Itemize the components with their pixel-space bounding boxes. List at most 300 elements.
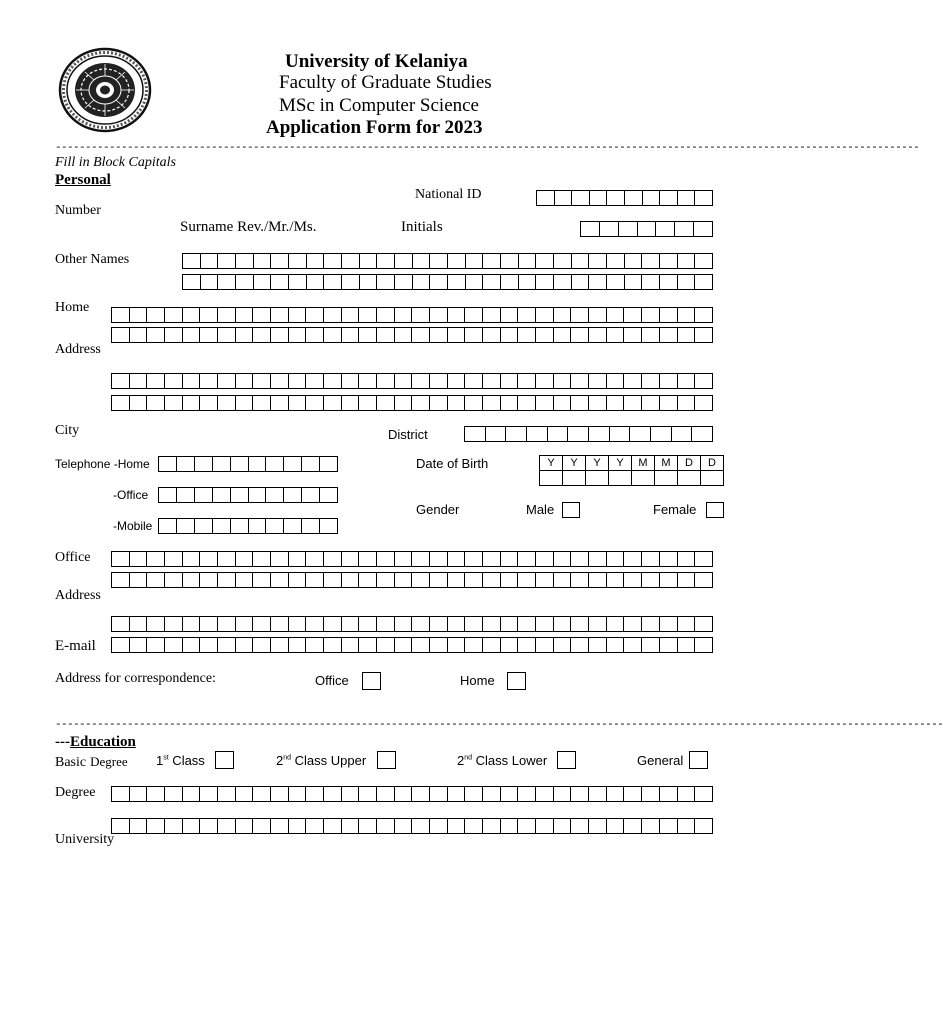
char-box[interactable] xyxy=(236,638,254,652)
char-box[interactable] xyxy=(254,254,272,268)
char-box[interactable] xyxy=(165,617,183,631)
char-box[interactable] xyxy=(501,396,519,410)
office-address-boxes-3[interactable] xyxy=(111,616,713,632)
char-box[interactable] xyxy=(448,573,466,587)
char-box[interactable] xyxy=(589,308,607,322)
char-box[interactable] xyxy=(307,254,325,268)
char-box[interactable] xyxy=(501,308,519,322)
char-box[interactable] xyxy=(359,328,377,342)
char-box[interactable] xyxy=(289,374,307,388)
char-box[interactable] xyxy=(678,254,696,268)
char-box[interactable] xyxy=(536,573,554,587)
char-box[interactable] xyxy=(200,552,218,566)
char-box[interactable] xyxy=(359,638,377,652)
char-box[interactable] xyxy=(395,787,413,801)
char-box[interactable] xyxy=(377,396,395,410)
char-box[interactable] xyxy=(607,638,625,652)
char-box[interactable] xyxy=(466,275,484,289)
char-box[interactable] xyxy=(630,427,651,441)
char-box[interactable] xyxy=(672,427,693,441)
char-box[interactable] xyxy=(200,617,218,631)
char-box[interactable] xyxy=(183,617,201,631)
char-box[interactable] xyxy=(266,519,284,533)
char-box[interactable] xyxy=(236,787,254,801)
char-box[interactable] xyxy=(624,787,642,801)
char-box[interactable] xyxy=(201,275,219,289)
male-checkbox[interactable] xyxy=(562,502,580,518)
char-box[interactable] xyxy=(165,573,183,587)
char-box[interactable] xyxy=(483,819,501,833)
char-box[interactable] xyxy=(395,328,413,342)
char-box[interactable] xyxy=(660,191,678,205)
char-box[interactable] xyxy=(253,396,271,410)
char-box[interactable] xyxy=(377,573,395,587)
char-box[interactable] xyxy=(183,308,201,322)
char-box[interactable] xyxy=(112,374,130,388)
char-box[interactable] xyxy=(448,308,466,322)
char-box[interactable] xyxy=(218,308,236,322)
char-box[interactable] xyxy=(271,254,289,268)
char-box[interactable] xyxy=(377,275,395,289)
char-box[interactable] xyxy=(183,573,201,587)
char-box[interactable] xyxy=(324,328,342,342)
char-box[interactable] xyxy=(306,787,324,801)
char-box[interactable] xyxy=(342,573,360,587)
char-box[interactable] xyxy=(589,427,610,441)
char-box[interactable] xyxy=(624,617,642,631)
char-box[interactable] xyxy=(359,573,377,587)
char-box[interactable] xyxy=(501,787,519,801)
char-box[interactable] xyxy=(589,617,607,631)
char-box[interactable] xyxy=(554,254,572,268)
char-box[interactable] xyxy=(412,638,430,652)
char-box[interactable] xyxy=(448,819,466,833)
char-box[interactable] xyxy=(483,374,501,388)
char-box[interactable] xyxy=(678,191,696,205)
char-box[interactable] xyxy=(147,552,165,566)
char-box[interactable] xyxy=(147,396,165,410)
char-box[interactable] xyxy=(289,819,307,833)
char-box[interactable] xyxy=(218,275,236,289)
char-box[interactable] xyxy=(183,254,201,268)
char-box[interactable] xyxy=(266,488,284,502)
char-box[interactable] xyxy=(165,552,183,566)
char-box[interactable] xyxy=(589,396,607,410)
char-box[interactable] xyxy=(218,328,236,342)
char-box[interactable] xyxy=(518,308,536,322)
dob-input-row[interactable] xyxy=(540,471,724,486)
char-box[interactable] xyxy=(483,328,501,342)
char-box[interactable] xyxy=(147,819,165,833)
char-box[interactable] xyxy=(112,617,130,631)
national-id-boxes[interactable] xyxy=(536,190,713,206)
char-box[interactable] xyxy=(501,254,519,268)
char-box[interactable] xyxy=(412,819,430,833)
char-box[interactable] xyxy=(610,427,631,441)
char-box[interactable] xyxy=(430,374,448,388)
char-box[interactable] xyxy=(430,328,448,342)
char-box[interactable] xyxy=(342,638,360,652)
char-box[interactable] xyxy=(572,191,590,205)
char-box[interactable] xyxy=(465,427,486,441)
char-box[interactable] xyxy=(200,308,218,322)
other-names-boxes-1[interactable] xyxy=(182,253,713,269)
char-box[interactable] xyxy=(501,638,519,652)
char-box[interactable] xyxy=(660,374,678,388)
char-box[interactable] xyxy=(448,254,466,268)
char-box[interactable] xyxy=(607,308,625,322)
char-box[interactable] xyxy=(306,308,324,322)
char-box[interactable] xyxy=(536,617,554,631)
char-box[interactable] xyxy=(678,638,696,652)
char-box[interactable] xyxy=(306,638,324,652)
char-box[interactable] xyxy=(289,328,307,342)
char-box[interactable] xyxy=(271,308,289,322)
char-box[interactable] xyxy=(555,191,573,205)
char-box[interactable] xyxy=(236,308,254,322)
char-box[interactable] xyxy=(236,374,254,388)
char-box[interactable] xyxy=(112,819,130,833)
char-box[interactable] xyxy=(412,552,430,566)
char-box[interactable] xyxy=(554,552,572,566)
char-box[interactable] xyxy=(660,638,678,652)
char-box[interactable] xyxy=(306,552,324,566)
char-box[interactable] xyxy=(624,308,642,322)
char-box[interactable] xyxy=(678,275,696,289)
char-box[interactable] xyxy=(130,328,148,342)
char-box[interactable] xyxy=(177,519,195,533)
correspondence-office-checkbox[interactable] xyxy=(362,672,381,690)
char-box[interactable] xyxy=(483,638,501,652)
char-box[interactable] xyxy=(430,819,448,833)
char-box[interactable] xyxy=(448,275,466,289)
char-box[interactable] xyxy=(183,275,201,289)
dob-input-cell[interactable] xyxy=(678,471,701,486)
char-box[interactable] xyxy=(395,552,413,566)
char-box[interactable] xyxy=(342,254,360,268)
char-box[interactable] xyxy=(200,819,218,833)
char-box[interactable] xyxy=(642,787,660,801)
char-box[interactable] xyxy=(483,275,501,289)
char-box[interactable] xyxy=(643,191,661,205)
char-box[interactable] xyxy=(607,787,625,801)
char-box[interactable] xyxy=(213,519,231,533)
char-box[interactable] xyxy=(147,374,165,388)
char-box[interactable] xyxy=(571,328,589,342)
char-box[interactable] xyxy=(678,819,696,833)
char-box[interactable] xyxy=(200,374,218,388)
char-box[interactable] xyxy=(360,254,378,268)
char-box[interactable] xyxy=(377,552,395,566)
char-box[interactable] xyxy=(289,573,307,587)
char-box[interactable] xyxy=(554,275,572,289)
char-box[interactable] xyxy=(572,275,590,289)
char-box[interactable] xyxy=(377,638,395,652)
char-box[interactable] xyxy=(289,275,307,289)
char-box[interactable] xyxy=(660,308,678,322)
char-box[interactable] xyxy=(195,488,213,502)
char-box[interactable] xyxy=(147,573,165,587)
char-box[interactable] xyxy=(695,254,713,268)
char-box[interactable] xyxy=(200,328,218,342)
char-box[interactable] xyxy=(536,254,554,268)
char-box[interactable] xyxy=(236,396,254,410)
char-box[interactable] xyxy=(359,617,377,631)
char-box[interactable] xyxy=(518,787,536,801)
dob-input-cell[interactable] xyxy=(609,471,632,486)
char-box[interactable] xyxy=(195,519,213,533)
dob-grid[interactable] xyxy=(539,455,724,486)
char-box[interactable] xyxy=(395,638,413,652)
char-box[interactable] xyxy=(568,427,589,441)
char-box[interactable] xyxy=(518,617,536,631)
char-box[interactable] xyxy=(501,552,519,566)
telephone-home-boxes[interactable] xyxy=(158,456,338,472)
char-box[interactable] xyxy=(501,819,519,833)
char-box[interactable] xyxy=(624,396,642,410)
char-box[interactable] xyxy=(625,275,643,289)
char-box[interactable] xyxy=(218,254,236,268)
char-box[interactable] xyxy=(342,787,360,801)
char-box[interactable] xyxy=(695,819,713,833)
char-box[interactable] xyxy=(284,488,302,502)
char-box[interactable] xyxy=(624,374,642,388)
char-box[interactable] xyxy=(624,638,642,652)
char-box[interactable] xyxy=(165,787,183,801)
char-box[interactable] xyxy=(607,191,625,205)
char-box[interactable] xyxy=(183,638,201,652)
char-box[interactable] xyxy=(306,617,324,631)
char-box[interactable] xyxy=(130,617,148,631)
char-box[interactable] xyxy=(642,819,660,833)
general-checkbox[interactable] xyxy=(689,751,708,769)
char-box[interactable] xyxy=(177,488,195,502)
char-box[interactable] xyxy=(271,819,289,833)
char-box[interactable] xyxy=(324,638,342,652)
char-box[interactable] xyxy=(448,374,466,388)
char-box[interactable] xyxy=(589,254,607,268)
char-box[interactable] xyxy=(324,396,342,410)
char-box[interactable] xyxy=(165,819,183,833)
first-class-checkbox[interactable] xyxy=(215,751,234,769)
char-box[interactable] xyxy=(695,328,713,342)
char-box[interactable] xyxy=(536,638,554,652)
char-box[interactable] xyxy=(678,374,696,388)
dob-input-cell[interactable] xyxy=(563,471,586,486)
char-box[interactable] xyxy=(642,275,660,289)
char-box[interactable] xyxy=(642,552,660,566)
char-box[interactable] xyxy=(501,374,519,388)
char-box[interactable] xyxy=(253,573,271,587)
char-box[interactable] xyxy=(536,374,554,388)
dob-input-cell[interactable] xyxy=(632,471,655,486)
char-box[interactable] xyxy=(377,819,395,833)
char-box[interactable] xyxy=(694,222,713,236)
char-box[interactable] xyxy=(324,617,342,631)
char-box[interactable] xyxy=(306,396,324,410)
char-box[interactable] xyxy=(342,275,360,289)
char-box[interactable] xyxy=(289,254,307,268)
char-box[interactable] xyxy=(324,819,342,833)
char-box[interactable] xyxy=(607,374,625,388)
char-box[interactable] xyxy=(571,552,589,566)
char-box[interactable] xyxy=(231,488,249,502)
char-box[interactable] xyxy=(600,222,619,236)
char-box[interactable] xyxy=(537,191,555,205)
char-box[interactable] xyxy=(395,396,413,410)
char-box[interactable] xyxy=(518,328,536,342)
char-box[interactable] xyxy=(430,552,448,566)
char-box[interactable] xyxy=(271,638,289,652)
char-box[interactable] xyxy=(660,573,678,587)
char-box[interactable] xyxy=(519,254,537,268)
district-boxes[interactable] xyxy=(464,426,713,442)
char-box[interactable] xyxy=(554,638,572,652)
char-box[interactable] xyxy=(183,396,201,410)
female-checkbox[interactable] xyxy=(706,502,724,518)
char-box[interactable] xyxy=(536,275,554,289)
char-box[interactable] xyxy=(483,254,501,268)
char-box[interactable] xyxy=(501,275,519,289)
char-box[interactable] xyxy=(430,787,448,801)
char-box[interactable] xyxy=(253,552,271,566)
char-box[interactable] xyxy=(289,552,307,566)
char-box[interactable] xyxy=(624,552,642,566)
char-box[interactable] xyxy=(695,573,713,587)
char-box[interactable] xyxy=(218,787,236,801)
char-box[interactable] xyxy=(624,819,642,833)
char-box[interactable] xyxy=(448,552,466,566)
char-box[interactable] xyxy=(183,328,201,342)
char-box[interactable] xyxy=(465,374,483,388)
char-box[interactable] xyxy=(554,787,572,801)
char-box[interactable] xyxy=(218,617,236,631)
char-box[interactable] xyxy=(324,374,342,388)
char-box[interactable] xyxy=(130,787,148,801)
char-box[interactable] xyxy=(660,275,678,289)
char-box[interactable] xyxy=(253,328,271,342)
char-box[interactable] xyxy=(253,819,271,833)
telephone-office-boxes[interactable] xyxy=(158,487,338,503)
char-box[interactable] xyxy=(660,787,678,801)
char-box[interactable] xyxy=(571,396,589,410)
char-box[interactable] xyxy=(165,396,183,410)
char-box[interactable] xyxy=(536,308,554,322)
char-box[interactable] xyxy=(342,552,360,566)
char-box[interactable] xyxy=(536,396,554,410)
char-box[interactable] xyxy=(678,787,696,801)
char-box[interactable] xyxy=(236,819,254,833)
char-box[interactable] xyxy=(412,308,430,322)
char-box[interactable] xyxy=(165,308,183,322)
char-box[interactable] xyxy=(607,617,625,631)
char-box[interactable] xyxy=(289,617,307,631)
char-box[interactable] xyxy=(130,819,148,833)
char-box[interactable] xyxy=(183,819,201,833)
char-box[interactable] xyxy=(271,275,289,289)
char-box[interactable] xyxy=(236,275,254,289)
char-box[interactable] xyxy=(236,328,254,342)
char-box[interactable] xyxy=(218,552,236,566)
char-box[interactable] xyxy=(589,328,607,342)
char-box[interactable] xyxy=(642,328,660,342)
char-box[interactable] xyxy=(359,819,377,833)
char-box[interactable] xyxy=(413,254,431,268)
char-box[interactable] xyxy=(519,275,537,289)
char-box[interactable] xyxy=(342,328,360,342)
char-box[interactable] xyxy=(377,254,395,268)
char-box[interactable] xyxy=(271,552,289,566)
char-box[interactable] xyxy=(112,308,130,322)
char-box[interactable] xyxy=(589,374,607,388)
char-box[interactable] xyxy=(678,617,696,631)
char-box[interactable] xyxy=(695,787,713,801)
char-box[interactable] xyxy=(430,254,448,268)
char-box[interactable] xyxy=(377,308,395,322)
char-box[interactable] xyxy=(306,573,324,587)
char-box[interactable] xyxy=(412,374,430,388)
office-address-boxes-2[interactable] xyxy=(111,572,713,588)
char-box[interactable] xyxy=(695,275,713,289)
char-box[interactable] xyxy=(571,819,589,833)
char-box[interactable] xyxy=(695,308,713,322)
char-box[interactable] xyxy=(448,638,466,652)
char-box[interactable] xyxy=(249,519,267,533)
second-lower-checkbox[interactable] xyxy=(557,751,576,769)
char-box[interactable] xyxy=(589,787,607,801)
char-box[interactable] xyxy=(536,787,554,801)
char-box[interactable] xyxy=(624,328,642,342)
char-box[interactable] xyxy=(130,396,148,410)
char-box[interactable] xyxy=(159,457,177,471)
char-box[interactable] xyxy=(377,617,395,631)
char-box[interactable] xyxy=(527,427,548,441)
char-box[interactable] xyxy=(342,617,360,631)
char-box[interactable] xyxy=(266,457,284,471)
char-box[interactable] xyxy=(254,275,272,289)
char-box[interactable] xyxy=(271,328,289,342)
char-box[interactable] xyxy=(692,427,713,441)
char-box[interactable] xyxy=(342,396,360,410)
char-box[interactable] xyxy=(324,552,342,566)
char-box[interactable] xyxy=(360,275,378,289)
char-box[interactable] xyxy=(412,787,430,801)
char-box[interactable] xyxy=(289,308,307,322)
char-box[interactable] xyxy=(624,573,642,587)
char-box[interactable] xyxy=(465,573,483,587)
char-box[interactable] xyxy=(177,457,195,471)
char-box[interactable] xyxy=(359,396,377,410)
char-box[interactable] xyxy=(324,308,342,322)
char-box[interactable] xyxy=(183,374,201,388)
char-box[interactable] xyxy=(253,374,271,388)
char-box[interactable] xyxy=(465,552,483,566)
char-box[interactable] xyxy=(289,396,307,410)
char-box[interactable] xyxy=(324,787,342,801)
char-box[interactable] xyxy=(112,328,130,342)
char-box[interactable] xyxy=(536,552,554,566)
char-box[interactable] xyxy=(660,552,678,566)
char-box[interactable] xyxy=(571,787,589,801)
char-box[interactable] xyxy=(548,427,569,441)
char-box[interactable] xyxy=(536,819,554,833)
char-box[interactable] xyxy=(218,638,236,652)
char-box[interactable] xyxy=(607,819,625,833)
char-box[interactable] xyxy=(218,374,236,388)
char-box[interactable] xyxy=(695,617,713,631)
char-box[interactable] xyxy=(518,552,536,566)
char-box[interactable] xyxy=(249,488,267,502)
